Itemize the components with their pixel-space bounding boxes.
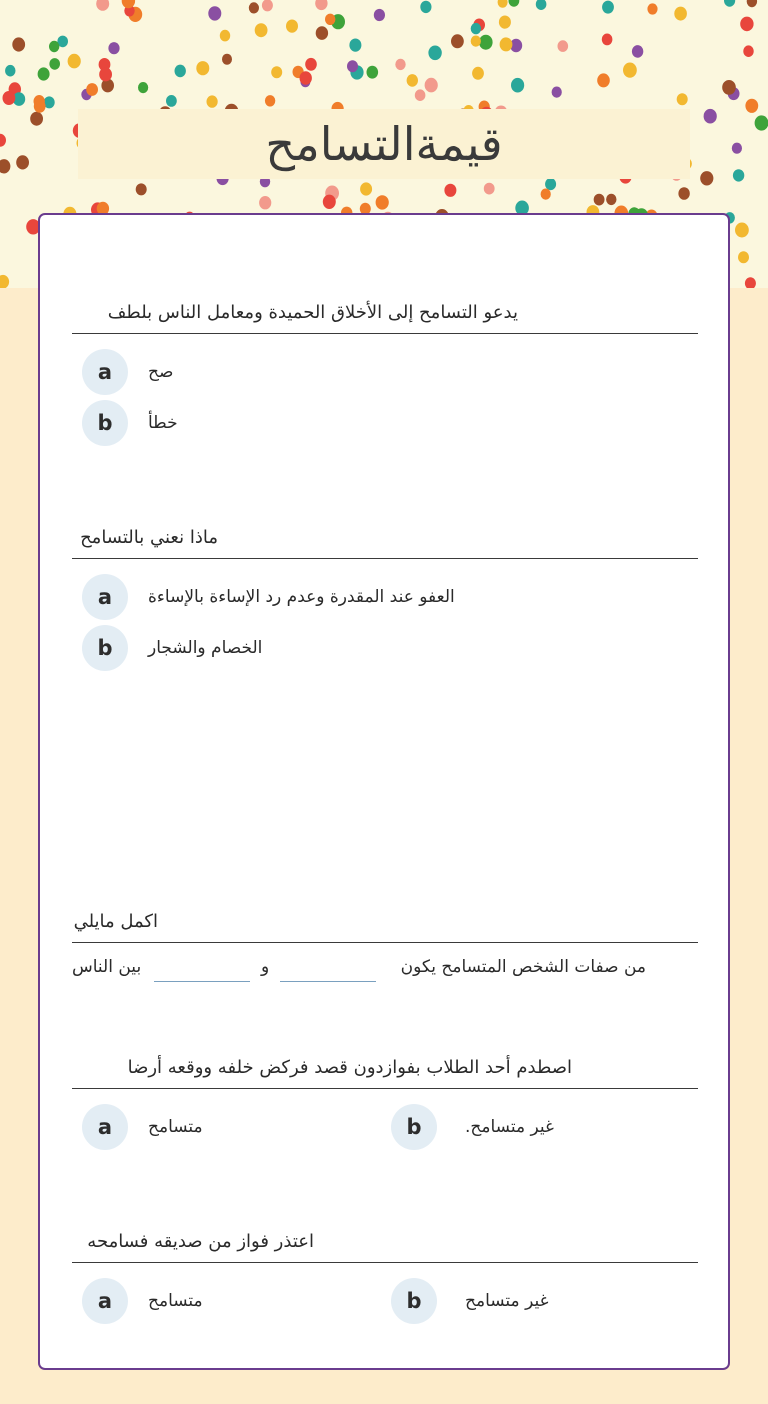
confetti-dot (108, 42, 119, 54)
confetti-dot (674, 7, 687, 21)
option-label: متسامح (148, 1291, 203, 1311)
confetti-dot (747, 0, 757, 7)
confetti-dot (484, 183, 495, 195)
question-5-text: اعتذر فواز من صديقه فسامحه (87, 1231, 314, 1252)
confetti-dot (552, 87, 562, 98)
confetti-dot (415, 89, 426, 101)
confetti-dot (207, 95, 218, 107)
confetti-dot (722, 80, 736, 95)
confetti-dot (740, 17, 753, 32)
confetti-dot (323, 195, 336, 209)
confetti-dot (16, 155, 29, 169)
confetti-dot (479, 35, 493, 50)
confetti-dot (305, 58, 317, 71)
confetti-dot (745, 277, 756, 288)
confetti-dot (732, 143, 742, 154)
fill-suffix: بين الناس (72, 957, 142, 977)
fill-prefix: من صفات الشخص المتسامح يكون (400, 957, 646, 977)
option-badge-a: a (82, 1278, 128, 1324)
confetti-dot (34, 95, 45, 108)
worksheet-card (38, 213, 730, 1370)
confetti-dot (558, 40, 569, 52)
confetti-dot (407, 74, 418, 87)
confetti-dot (271, 66, 282, 78)
confetti-dot (0, 134, 6, 147)
confetti-dot (541, 189, 551, 200)
confetti-dot (500, 37, 513, 51)
q5-option-b[interactable] (391, 1278, 548, 1324)
option-badge-a: a (82, 574, 128, 620)
question-1-text: يدعو التسامح إلى الأخلاق الحميدة ومعامل الناس بلطف (107, 302, 518, 323)
confetti-dot (265, 95, 275, 106)
confetti-dot (376, 195, 389, 209)
confetti-dot (451, 34, 464, 48)
confetti-dot (374, 9, 385, 21)
confetti-dot (49, 41, 59, 52)
confetti-dot (536, 0, 547, 10)
confetti-dot (602, 34, 613, 46)
confetti-dot (471, 36, 481, 47)
confetti-dot (472, 67, 484, 80)
confetti-dot (395, 59, 405, 70)
confetti-dot (511, 78, 524, 93)
confetti-dot (499, 16, 511, 29)
confetti-dot (99, 67, 112, 81)
confetti-dot (222, 54, 232, 65)
confetti-dot (594, 194, 605, 206)
confetti-dot (259, 196, 271, 209)
confetti-dot (262, 0, 273, 11)
confetti-dot (38, 67, 50, 80)
question-3 (72, 902, 698, 943)
confetti-dot (444, 184, 456, 197)
option-label: صح (148, 362, 174, 382)
q1-option-a[interactable] (82, 349, 173, 395)
question-4-text: اصطدم أحد الطلاب بفوازدون قصد فركض خلفه ووقعه أرضا (127, 1057, 572, 1078)
question-4 (72, 1048, 698, 1089)
confetti-dot (597, 73, 610, 87)
confetti-dot (208, 6, 221, 20)
confetti-dot (602, 1, 614, 14)
q4-option-b[interactable] (391, 1104, 554, 1150)
confetti-dot (471, 23, 481, 34)
confetti-dot (498, 0, 508, 8)
q4-option-a[interactable] (82, 1104, 203, 1150)
confetti-dot (733, 169, 744, 181)
confetti-dot (425, 78, 438, 93)
confetti-dot (632, 45, 643, 58)
question-2-text: ماذا نعني بالتسامح (80, 527, 218, 548)
confetti-dot (743, 45, 753, 57)
question-2 (72, 518, 698, 559)
confetti-dot (509, 0, 520, 7)
question-5 (72, 1222, 698, 1263)
confetti-dot (96, 0, 109, 11)
confetti-dot (677, 93, 688, 105)
option-label: العفو عند المقدرة وعدم رد الإساءة بالإساءة (148, 587, 455, 607)
confetti-dot (220, 30, 230, 42)
confetti-dot (136, 183, 147, 195)
option-label: متسامح (148, 1117, 203, 1137)
question-3-text: اكمل مايلي (73, 911, 158, 932)
confetti-dot (86, 83, 98, 96)
confetti-dot (623, 63, 637, 78)
confetti-dot (138, 82, 148, 93)
confetti-dot (286, 20, 298, 33)
option-badge-b: b (391, 1104, 437, 1150)
confetti-dot (735, 223, 749, 238)
confetti-dot (68, 54, 81, 69)
confetti-dot (175, 65, 186, 78)
option-label: خطأ (148, 413, 178, 433)
confetti-dot (249, 2, 259, 13)
confetti-dot (700, 171, 713, 185)
confetti-dot (49, 58, 60, 70)
blank-1[interactable] (280, 981, 376, 982)
option-label: غير متسامح (465, 1291, 549, 1311)
confetti-dot (347, 60, 358, 72)
title-box (78, 109, 690, 179)
confetti-dot (606, 194, 616, 205)
confetti-dot (420, 1, 431, 13)
confetti-dot (360, 182, 372, 195)
option-badge-b: b (82, 400, 128, 446)
option-badge-b: b (391, 1278, 437, 1324)
confetti-dot (647, 3, 657, 14)
confetti-dot (745, 99, 758, 113)
confetti-dot (755, 115, 768, 130)
confetti-dot (315, 0, 327, 10)
option-badge-a: a (82, 349, 128, 395)
confetti-dot (12, 37, 25, 51)
option-badge-a: a (82, 1104, 128, 1150)
confetti-dot (30, 112, 43, 126)
page-title: قيمةالتسامح (265, 117, 503, 171)
question-1 (72, 293, 698, 334)
confetti-dot (0, 159, 10, 173)
confetti-dot (5, 65, 15, 77)
option-label: الخصام والشجار (148, 638, 263, 658)
confetti-dot (678, 187, 689, 200)
option-badge-b: b (82, 625, 128, 671)
confetti-dot (316, 26, 328, 40)
confetti-dot (724, 0, 735, 7)
confetti-dot (704, 109, 717, 124)
q2-option-b[interactable] (82, 625, 262, 671)
confetti-dot (196, 61, 209, 75)
confetti-dot (349, 39, 361, 52)
confetti-dot (0, 275, 9, 288)
confetti-dot (300, 71, 312, 85)
confetti-dot (166, 95, 177, 107)
confetti-dot (325, 14, 335, 25)
q5-option-a[interactable] (82, 1278, 203, 1324)
fill-in-row (72, 955, 698, 985)
q1-option-b[interactable] (82, 400, 178, 446)
confetti-dot (428, 46, 441, 61)
blank-2[interactable] (154, 981, 250, 982)
confetti-dot (545, 178, 556, 190)
option-label: غير متسامح. (465, 1117, 554, 1137)
fill-connector: و (261, 957, 270, 977)
confetti-dot (367, 66, 379, 79)
confetti-dot (738, 251, 749, 263)
confetti-dot (2, 91, 15, 105)
confetti-dot (255, 23, 268, 37)
q2-option-a[interactable] (82, 574, 455, 620)
